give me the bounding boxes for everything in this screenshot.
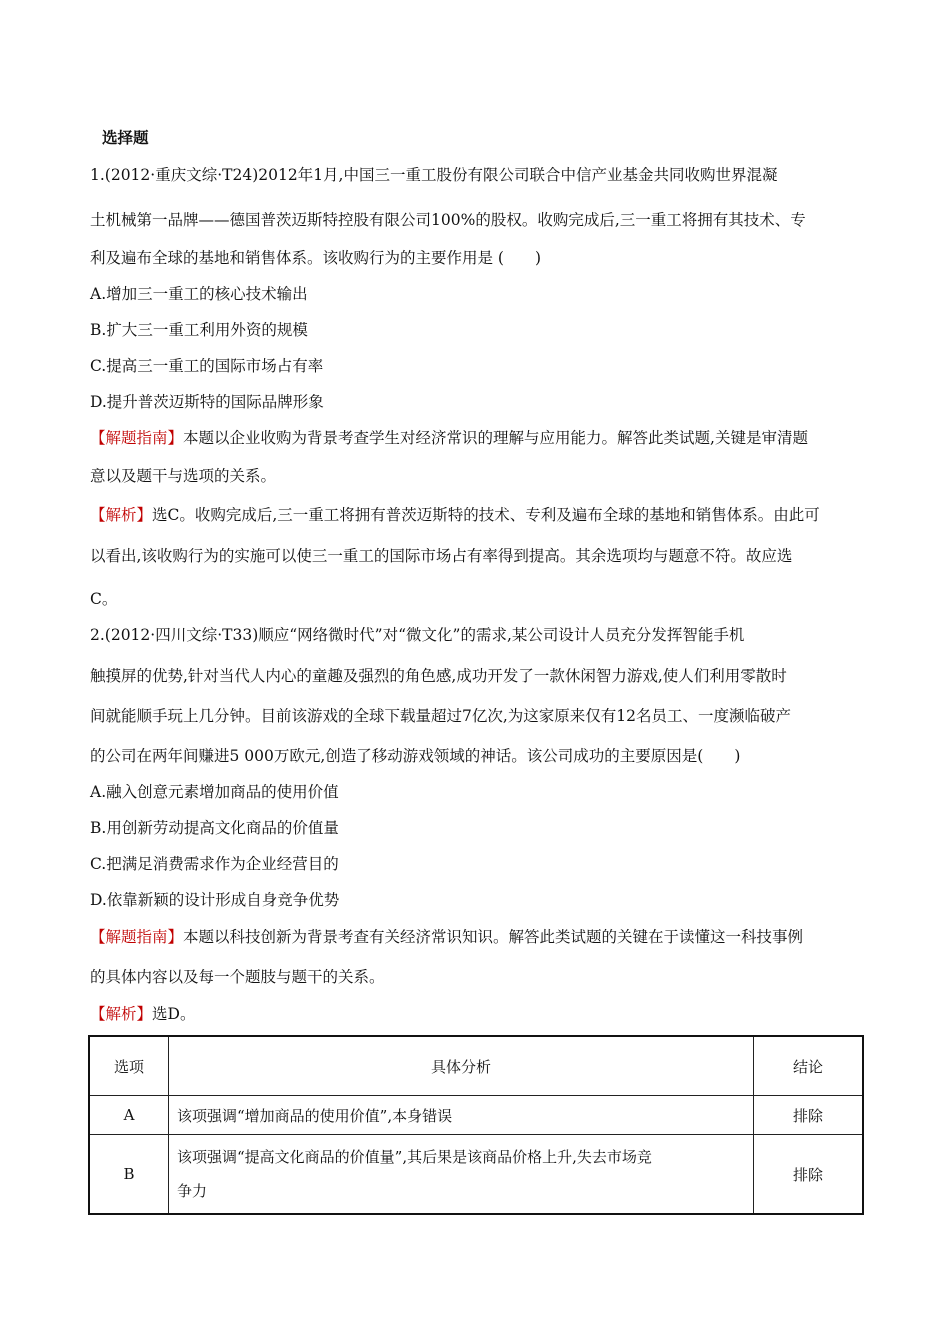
q1-guide <box>90 428 808 448</box>
q1-option-c: C.提高三一重工的国际市场占有率 <box>90 357 324 375</box>
q2-guide <box>90 927 803 947</box>
q1-analysis-line-3: C。 <box>90 590 118 608</box>
header-analysis: 具体分析 <box>169 1036 754 1096</box>
q1-analysis-line-2: 以看出,该收购行为的实施可以使三一重工的国际市场占有率得到提高。其余选项均与题意不符。故应选 <box>90 547 793 565</box>
q2-line-4: 的公司在两年间赚进5 000万欧元,创造了移动游戏领域的神话。该公司成功的主要原因是( ) <box>90 747 741 765</box>
header-conclusion: 结论 <box>754 1036 864 1096</box>
table-header-row <box>89 1036 863 1096</box>
row-a-analysis: 该项强调“增加商品的使用价值”,本身错误 <box>169 1096 754 1135</box>
q2-option-d: D.依靠新颖的设计形成自身竞争优势 <box>90 891 340 909</box>
q2-line-2: 触摸屏的优势,针对当代人内心的童趣及强烈的角色感,成功开发了一款休闲智力游戏,使人们利用零散时 <box>90 667 787 685</box>
row-a-option: A <box>89 1096 169 1135</box>
row-b-analysis-line-1: 该项强调“提高文化商品的价值量”,其后果是该商品价格上升,失去市场竞 <box>177 1148 652 1166</box>
q1-option-d: D.提升普茨迈斯特的国际品牌形象 <box>90 393 324 411</box>
q2-line-1: 2.(2012·四川文综·T33)顺应“网络微时代”对“微文化”的需求,某公司设计人员充分发挥智能手机 <box>90 626 745 644</box>
q1-option-b: B.扩大三一重工利用外资的规模 <box>90 321 308 339</box>
q1-guide-line-2: 意以及题干与选项的关系。 <box>90 467 277 485</box>
row-b-analysis <box>169 1135 754 1215</box>
table-row <box>89 1135 863 1215</box>
q1-guide-text-1: 本题以企业收购为背景考查学生对经济常识的理解与应用能力。解答此类试题,关键是审清题 <box>183 429 808 447</box>
q2-analysis-label: 【解析】 <box>90 1005 153 1023</box>
q2-guide-label: 【解题指南】 <box>90 928 184 946</box>
q1-line-1: 1.(2012·重庆文综·T24)2012年1月,中国三一重工股份有限公司联合中信产业基金共同收购世界混凝 <box>90 166 778 184</box>
q2-guide-text-1: 本题以科技创新为背景考查有关经济常识知识。解答此类试题的关键在于读懂这一科技事例 <box>183 928 804 946</box>
section-title: 选择题 <box>102 128 149 147</box>
row-b-conclusion: 排除 <box>754 1135 864 1215</box>
q1-analysis-label: 【解析】 <box>90 506 153 524</box>
analysis-table <box>88 1035 864 1215</box>
q1-analysis <box>90 505 820 525</box>
row-a-conclusion: 排除 <box>754 1096 864 1135</box>
q2-option-a: A.融入创意元素增加商品的使用价值 <box>90 783 339 801</box>
q1-option-a: A.增加三一重工的核心技术输出 <box>90 285 308 303</box>
q2-analysis-text: 选D。 <box>152 1005 196 1023</box>
q2-option-c: C.把满足消费需求作为企业经营目的 <box>90 855 339 873</box>
q2-line-3: 间就能顺手玩上几分钟。目前该游戏的全球下载量超过7亿次,为这家原来仅有12名员工、一度濒临破产 <box>90 707 792 725</box>
q1-line-2: 土机械第一品牌——德国普茨迈斯特控股有限公司100%的股权。收购完成后,三一重工将拥有其技术、专 <box>90 211 806 229</box>
row-b-option: B <box>89 1135 169 1215</box>
q1-line-3: 利及遍布全球的基地和销售体系。该收购行为的主要作用是 ( ) <box>90 249 542 267</box>
table-row <box>89 1096 863 1135</box>
q2-guide-line-2: 的具体内容以及每一个题肢与题干的关系。 <box>90 968 385 986</box>
q2-option-b: B.用创新劳动提高文化商品的价值量 <box>90 819 339 837</box>
q1-analysis-text-1: 选C。收购完成后,三一重工将拥有普茨迈斯特的技术、专利及遍布全球的基地和销售体系。由此可 <box>152 506 820 524</box>
row-b-analysis-line-2: 争力 <box>177 1182 208 1200</box>
q1-guide-label: 【解题指南】 <box>90 429 184 447</box>
header-option: 选项 <box>89 1036 169 1096</box>
q2-analysis <box>90 1004 195 1024</box>
